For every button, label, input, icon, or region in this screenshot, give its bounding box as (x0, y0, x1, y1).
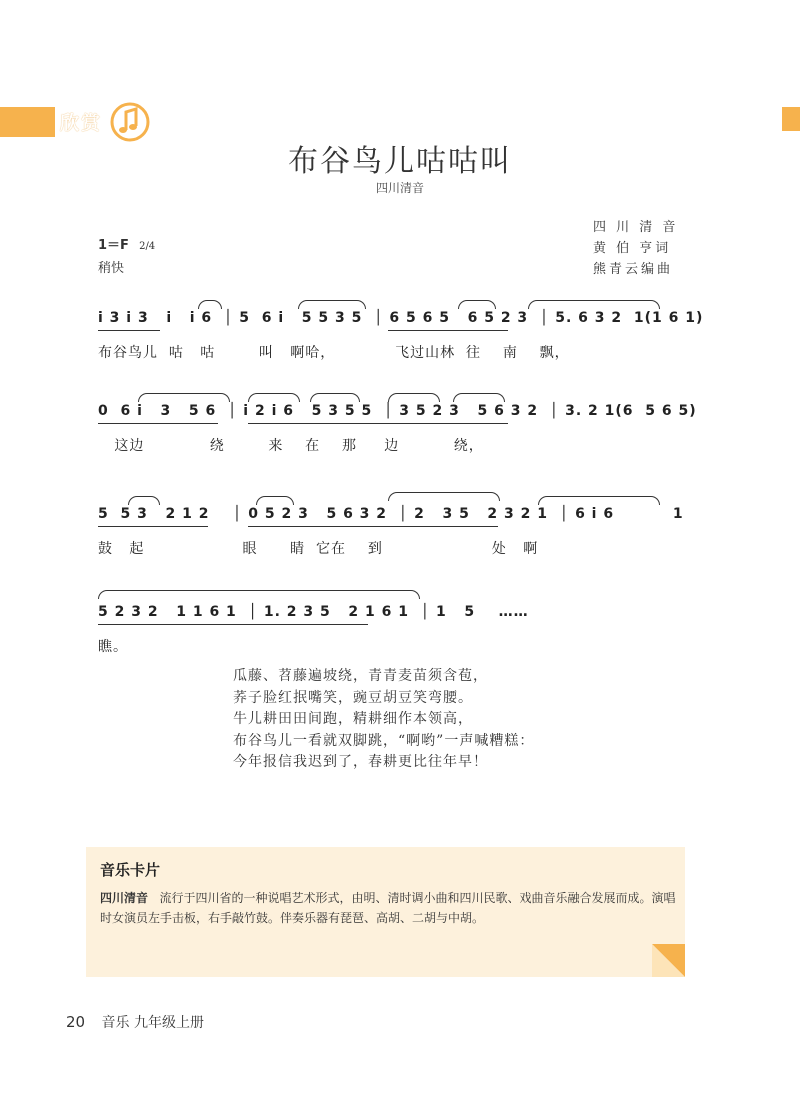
tempo-marking: 稍快 (98, 261, 125, 276)
credit-lyricist: 黄 伯 亨词 (593, 241, 672, 256)
beam (388, 330, 508, 331)
lyric-line: 这边 绕 来 在 那 边 绕， (98, 438, 484, 454)
credit-genre: 四 川 清 音 (593, 220, 679, 235)
lyric-line: 瞧。 (98, 639, 128, 655)
book-title: 音乐 九年级上册 (101, 1015, 204, 1031)
beam (98, 330, 160, 331)
notation-line: i 3 i 3 i i 6 │ 5 6 i 5 5 3 5 │ 6 5 6 5 6 5 2 3 │ 5. 6 3 2 1(1 6 1) (98, 310, 704, 326)
slur (98, 590, 420, 599)
slur (538, 496, 660, 505)
card-fold-decoration (652, 944, 685, 977)
page-edge-tab (782, 107, 800, 131)
slur (453, 393, 505, 402)
score-row-1 (98, 296, 704, 366)
slur (388, 393, 440, 402)
music-card-title: 音乐卡片 (100, 861, 161, 879)
slur (138, 393, 230, 402)
verse-line: 瓜藤、苕藤遍坡绕，青青麦苗须含苞， (233, 668, 488, 684)
beam (98, 624, 368, 625)
notation-line: 0 6 i 3 5 6 │ i 2 i 6 5 3 5 5 │ 3 5 2 3 5 6 3 2 │ 3. 2 1(6 5 6 5) (98, 403, 697, 419)
song-title: 布谷鸟儿咕咕叫 (288, 144, 512, 179)
score-row-2 (98, 389, 697, 459)
slur (458, 300, 496, 309)
slur (248, 393, 300, 402)
beam (98, 526, 208, 527)
song-subtitle: 四川清音 (375, 181, 424, 195)
slur (528, 300, 660, 309)
verse-block (233, 666, 534, 774)
music-card-term: 四川清音 (100, 891, 149, 905)
slur (298, 300, 366, 309)
score-row-4 (98, 590, 668, 660)
beam (248, 526, 498, 527)
music-card-text: 流行于四川省的一种说唱艺术形式，由明、清时调小曲和四川民歌、戏曲音乐融合发展而成。演唱时女演员左手击板，右手敲竹鼓。伴奏乐器有琵琶、高胡、二胡与中胡。 (100, 891, 676, 925)
verse-line: 荞子脸红抿嘴笑，豌豆胡豆笑弯腰。 (233, 689, 473, 706)
slur (310, 393, 360, 402)
notation-line: 5 2 3 2 1 1 6 1 │ 1. 2 3 5 2 1 6 1 │ 1 5 …… (98, 604, 529, 620)
music-card-body (100, 888, 678, 928)
section-tag-bar (0, 107, 55, 137)
page-number: 20 (66, 1013, 86, 1031)
verse-line: 布谷鸟儿一看就双脚跳，“啊哟”一声喊糟糕： (233, 732, 535, 749)
slur (256, 496, 294, 505)
page-footer (66, 1012, 204, 1032)
verse-line: 牛儿耕田田间跑，精耕细作本领高， (233, 711, 473, 727)
slur (388, 492, 500, 501)
time-signature: 2/4 (139, 241, 156, 252)
lyric-line: 布谷鸟儿 咕 咕 叫 啊哈， 飞过山林 往 南 飘， (98, 345, 570, 361)
credit-arranger: 熊青云编曲 (593, 262, 674, 277)
key-time-signature (98, 234, 155, 253)
score-row-3 (98, 492, 684, 562)
beam (248, 423, 508, 424)
section-tag-label: 欣赏 (60, 112, 103, 134)
notation-line: 5 5 3 2 1 2 │ 0 5 2 3 5 6 3 2 │ 2 3 5 2 3 2 1 │ 6 i 6 1 (98, 506, 684, 522)
beam (98, 423, 218, 424)
key-signature: 1＝F (98, 238, 129, 253)
slur (198, 300, 222, 309)
slur (128, 496, 160, 505)
verse-line: 今年报信我迟到了，春耕更比往年早！ (233, 754, 488, 770)
lyric-line: 鼓 起 眼 睛 它在 到 处 啊 (98, 541, 539, 557)
